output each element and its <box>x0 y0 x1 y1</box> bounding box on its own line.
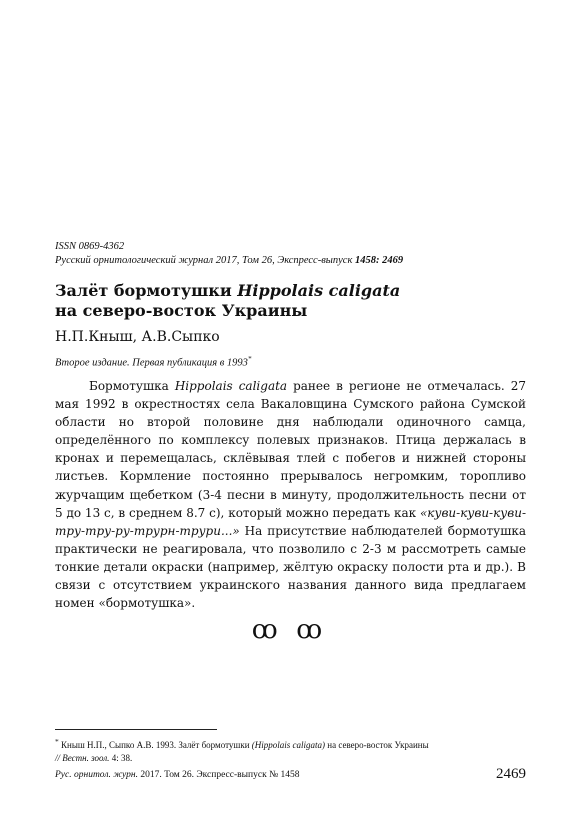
footnote-ref: 4: 38. <box>109 752 133 763</box>
body-text-3: На присутствие наблюдателей бормотушка практически не реагировала, что позволило с 2-3 м рассмотреть самые тонкие детали окраски (например, жёлтую окраску полости рта и др.). В связи с отсутствием украинского названия данного вида предлагаем номен «бормотушка». <box>55 523 526 611</box>
footnote-journal: // Вестн. зоол. <box>55 752 110 763</box>
journal-name: Русский орнитологический журнал 2017, Том 26, Экспресс-выпуск <box>55 255 355 266</box>
title-line1: Залёт бормотушки <box>55 281 238 300</box>
body-species: Hippolais caligata <box>174 379 288 393</box>
footer-info: 2017. Том 26. Экспресс-выпуск № 1458 <box>137 770 300 780</box>
footer-journal: Рус. орнитол. журн. <box>55 770 138 780</box>
article-title <box>55 281 530 321</box>
page-footer <box>55 766 526 786</box>
issue-number: 1458 <box>355 255 376 266</box>
footnote-text-2: на северо-восток Украины <box>325 740 429 750</box>
footnote-mark-2: * <box>55 737 59 746</box>
authors: Н.П.Кныш, А.В.Сыпко <box>55 329 220 345</box>
title-line2: на северо-восток Украины <box>55 301 308 320</box>
edition-text: Второе издание. Первая публикация в 1993 <box>55 357 248 369</box>
footnote-text-1: Кныш Н.П., Сыпко А.В. 1993. Залёт бормотушки <box>58 740 252 750</box>
journal-header <box>55 240 530 268</box>
footnote-mark: * <box>247 355 252 363</box>
ornament-divider-icon: ꝏ ꝏ <box>251 615 329 644</box>
body-text-1: Бормотушка <box>89 379 175 393</box>
journal-citation <box>55 254 530 268</box>
body-text-2: ранее в регионе не отмечалась. 27 мая 1992 в окрестностях села Вакаловщина Сумского района Сумской области но второй половине дня наблюдали одиночного самца, определённого по комплексу полевых признаков. Птица держалась в кронах и перемещалась, склёвывая тлей с побегов и нижней стороны листьев. Кормление постоянно прерывалось негромким, торопливо журчащим щебетком (3-4 песни в минуту, продолжительность песни от 5 до 13 с, в среднем 8.7 с), который можно передать как <box>55 379 526 520</box>
body-song-transcription: «куви-куви-куви-тру-тру-ру-трурн-трури...» <box>55 505 526 538</box>
footnote <box>55 736 530 764</box>
footnote-rule <box>55 729 217 730</box>
edition-note <box>55 352 251 371</box>
page-range: : 2469 <box>376 255 404 266</box>
footer-citation <box>55 770 300 780</box>
footnote-species: (Hippolais caligata) <box>251 740 326 750</box>
page-number: 2469 <box>496 766 526 782</box>
issn: ISSN 0869-4362 <box>55 241 125 252</box>
title-species: Hippolais caligata <box>237 281 401 300</box>
body-paragraph <box>55 377 526 612</box>
